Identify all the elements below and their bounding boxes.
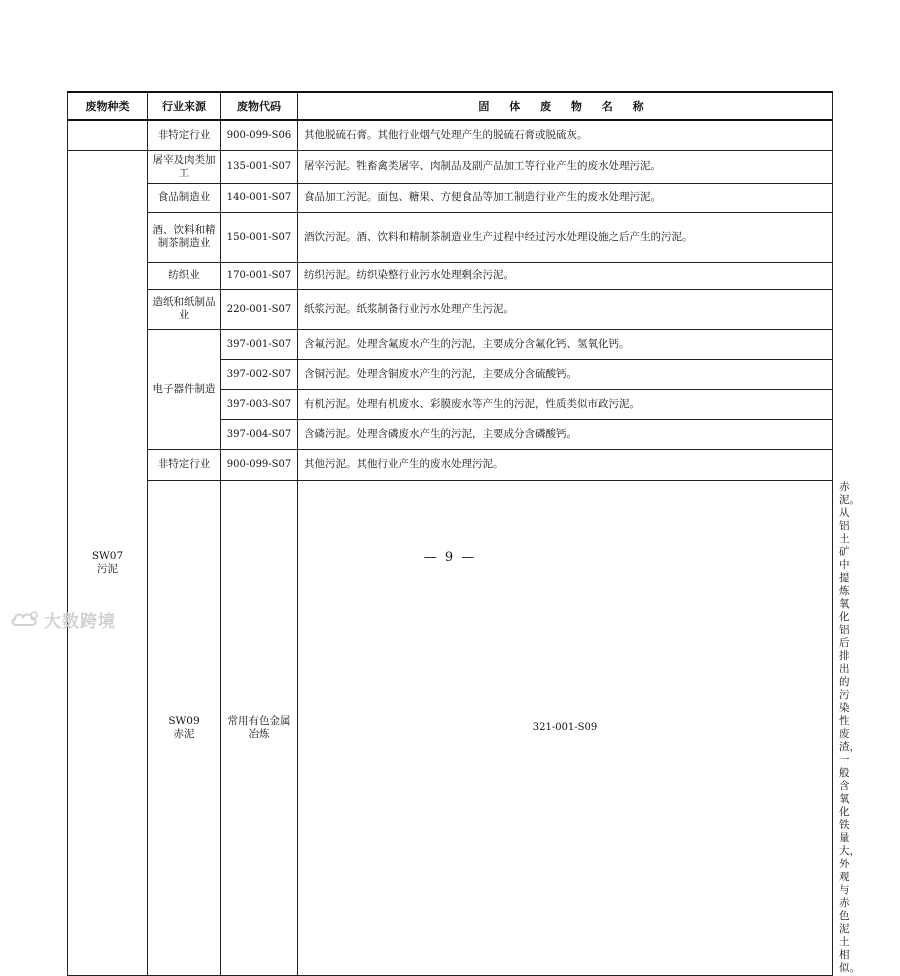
industry-source-cell: 纺织业 — [148, 262, 221, 289]
waste-code-cell: 170-001-S07 — [221, 262, 298, 289]
waste-name-cell: 含铜污泥。处理含铜废水产生的污泥，主要成分含硫酸钙。 — [298, 359, 833, 389]
table-row — [68, 329, 833, 359]
header-industry-source: 行业来源 — [148, 92, 221, 120]
table-row — [68, 212, 833, 262]
table-header-row — [68, 92, 833, 120]
waste-code-cell: 397-003-S07 — [221, 389, 298, 419]
waste-table — [67, 91, 860, 976]
header-waste-type: 废物种类 — [68, 92, 148, 120]
waste-name-cell: 有机污泥。处理有机废水、彩膜废水等产生的污泥，性质类似市政污泥。 — [298, 389, 833, 419]
waste-code-cell: 220-001-S07 — [221, 289, 298, 329]
waste-type-code: SW09 — [168, 714, 200, 727]
table-row: SW09 赤泥 常用有色金属冶炼 321-001-S09 赤泥。从铝土矿中提炼氧化铝后排出的污染性废渣，一般含氧化铁量大，外观与赤色泥土相似。 — [68, 480, 833, 975]
waste-name-cell: 含磷污泥。处理含磷废水产生的污泥，主要成分含磷酸钙。 — [298, 419, 833, 449]
table-row — [68, 449, 833, 480]
table-row — [68, 150, 833, 183]
waste-code-cell: 397-004-S07 — [221, 419, 298, 449]
page-number: — 9 — — [423, 550, 477, 565]
waste-type-code: SW07 — [91, 549, 124, 562]
waste-name-cell: 含氟污泥。处理含氟废水产生的污泥，主要成分含氟化钙、氢氧化钙。 — [298, 329, 833, 359]
industry-source-cell: 酒、饮料和精制茶制造业 — [148, 212, 221, 262]
waste-code-cell: 150-001-S07 — [221, 212, 298, 262]
waste-name-cell: 纸浆污泥。纸浆制备行业污水处理产生污泥。 — [298, 289, 833, 329]
table-row — [68, 289, 833, 329]
waste-code-cell: 397-001-S07 — [221, 329, 298, 359]
waste-code-cell: 900-099-S06 — [221, 120, 298, 150]
waste-code-cell: 397-002-S07 — [221, 359, 298, 389]
industry-source-cell: 电子器件制造 — [148, 329, 221, 449]
waste-code-cell: 321-001-S09 — [298, 480, 833, 975]
watermark — [10, 607, 116, 632]
header-waste-code: 废物代码 — [221, 92, 298, 120]
industry-source-cell: 屠宰及肉类加工 — [148, 150, 221, 183]
waste-type-cell — [68, 120, 148, 150]
watermark-text: 大数跨境 — [44, 612, 116, 632]
waste-name-cell: 其他脱硫石膏。其他行业烟气处理产生的脱硫石膏或脱硫灰。 — [298, 120, 833, 150]
industry-source-cell: 食品制造业 — [148, 183, 221, 212]
table-row — [68, 262, 833, 289]
industry-source-cell: 非特定行业 — [148, 449, 221, 480]
industry-source-cell: 常用有色金属冶炼 — [221, 480, 298, 975]
waste-name-cell: 纺织污泥。纺织染整行业污水处理剩余污泥。 — [298, 262, 833, 289]
waste-name-cell: 食品加工污泥。面包、糖果、方便食品等加工制造行业产生的废水处理污泥。 — [298, 183, 833, 212]
table-row — [68, 120, 833, 150]
table-row — [68, 183, 833, 212]
industry-source-cell: 造纸和纸制品业 — [148, 289, 221, 329]
industry-source-cell: 非特定行业 — [148, 120, 221, 150]
waste-type-label: 赤泥 — [173, 727, 195, 740]
waste-name-cell: 其他污泥。其他行业产生的废水处理污泥。 — [298, 449, 833, 480]
header-waste-name: 固 体 废 物 名 称 — [298, 92, 833, 120]
cloud-logo-icon — [10, 609, 40, 631]
waste-type-label: 污泥 — [97, 562, 118, 575]
waste-name-cell: 屠宰污泥。牲畜禽类屠宰、肉制品及副产品加工等行业产生的废水处理污泥。 — [298, 150, 833, 183]
waste-name-cell: 酒饮污泥。酒、饮料和精制茶制造业生产过程中经过污水处理设施之后产生的污泥。 — [298, 212, 833, 262]
waste-code-cell: 135-001-S07 — [221, 150, 298, 183]
waste-code-cell: 900-099-S07 — [221, 449, 298, 480]
waste-code-cell: 140-001-S07 — [221, 183, 298, 212]
